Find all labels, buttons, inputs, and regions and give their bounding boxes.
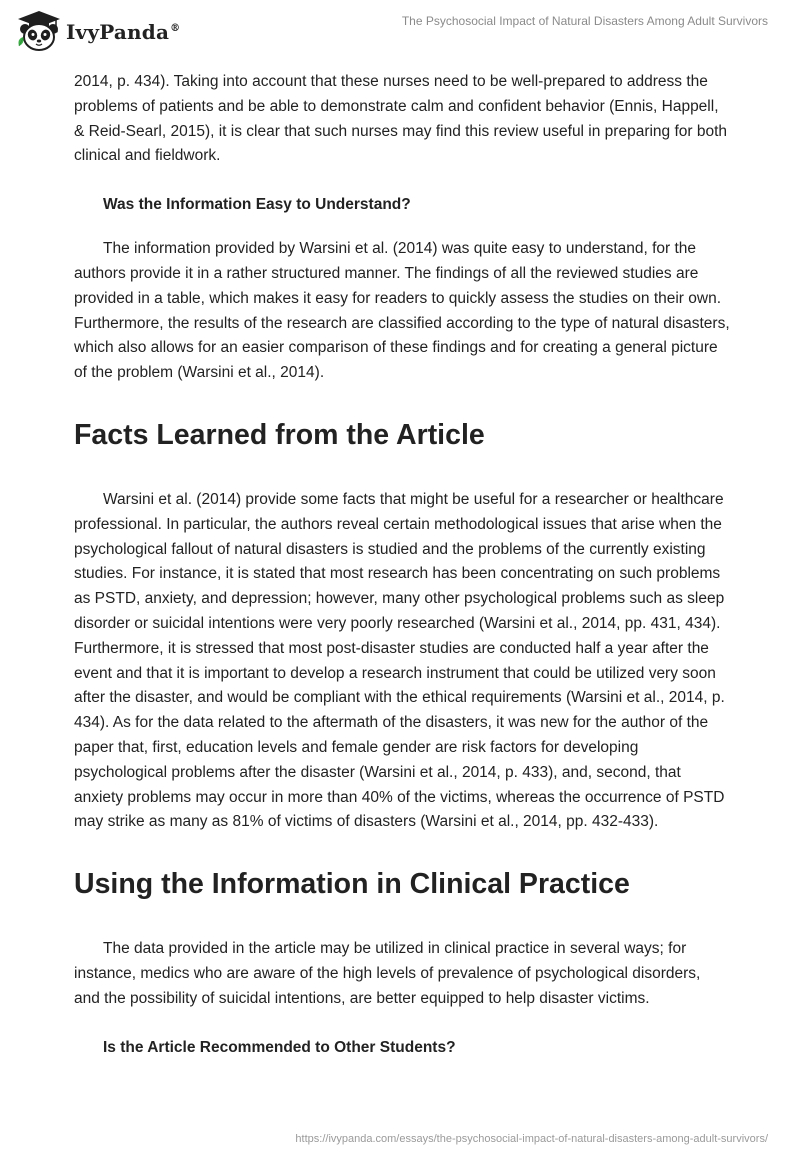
paragraph-facts-learned: Warsini et al. (2014) provide some facts that might be useful for a researcher or healthcare professional. In particular, the authors reveal certain methodological issues that arise when the psychological fallout of natural disasters is studied and the problems of the currently existing studies. For instance, it is stated that most research has been concentrating on such problems as PSTD, anxiety, and depression; however, many other psychological problems such as sleep disorder or suicidal intentions were very poorly researched (Warsini et al., 2014, pp. 431, 434). Furthermore, it is stressed that most post-disaster studies are conducted half a year after the event and that it is important to develop a research instrument that could be utilized very soon after the disaster, and would be compliant with the ethical requirements (Warsini et al., 2014, p. 434). As for the data related to the aftermath of the disasters, it was new for the author of the paper that, first, education levels and female gender are risk factors for developing psychological problems after the disaster (Warsini et al., 2014, p. 433), and, second, that anxiety problems may occur in more than 40% of the victims, whereas the occurrence of PSTD may strike as many as 81% of victims of disasters (Warsini et al., 2014, pp. 432-433). — [74, 490, 725, 831]
page-header — [0, 0, 800, 62]
subheading-easy-to-understand: Was the Information Easy to Understand? — [103, 196, 411, 214]
paragraph-clinical-practice: The data provided in the article may be utilized in clinical practice in several ways; for instance, medics who are aware of the high levels of prevalence of psychological disorders, and the possibility of suicidal intentions, are better equipped to help disaster victims. — [74, 940, 701, 1007]
ivypanda-logo[interactable] — [16, 10, 180, 52]
source-url[interactable]: https://ivypanda.com/essays/the-psychosocial-impact-of-natural-disasters-among-adult-survivors/ — [295, 1133, 768, 1145]
paragraph-continuation: 2014, p. 434). Taking into account that these nurses need to be well-prepared to address the problems of patients and be able to demonstrate calm and confident behavior (Ennis, Happell, & Reid-Searl, 2015), it is clear that such nurses may find this review useful in preparing for both clinical and fieldwork. — [74, 73, 728, 165]
subheading-recommended: Is the Article Recommended to Other Students? — [103, 1038, 456, 1056]
document-title: The Psychosocial Impact of Natural Disasters Among Adult Survivors — [401, 14, 768, 28]
essay-body — [74, 70, 730, 1080]
paragraph-easy-to-understand: The information provided by Warsini et al. (2014) was quite easy to understand, for the authors provide it in a rather structured manner. The findings of all the reviewed studies are provided in a table, which makes it easy for readers to quickly assess the studies on their own. Furthermore, the results of the research are classified according to the type of natural disasters, which also allows for an easier comparison of these findings and for creating a general picture of the problem (Warsini et al., 2014). — [74, 240, 730, 382]
registered-mark: ® — [170, 23, 181, 35]
heading-clinical-practice: Using the Information in Clinical Practice — [74, 868, 630, 901]
panda-graduate-icon — [16, 10, 62, 52]
heading-facts-learned: Facts Learned from the Article — [74, 418, 485, 451]
brand-name: IvyPanda® — [66, 20, 181, 44]
